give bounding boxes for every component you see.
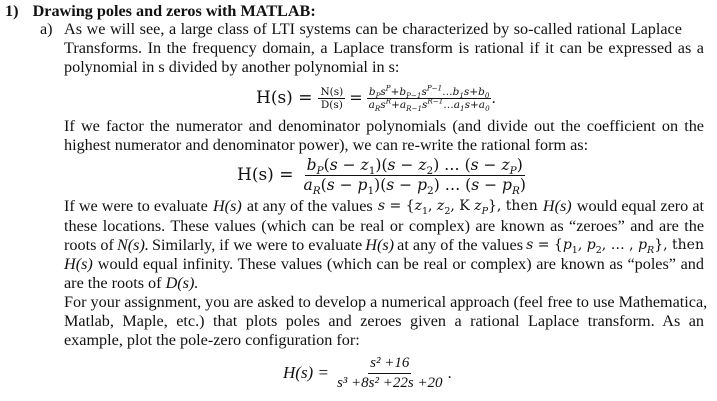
- evaluate-line-1: If we were to evaluate H(s) at any of the values $s = \{z_1$, $z_2$, K $z_P$}, then H(s) would equal zero at: [64, 197, 704, 217]
- equation-factored-form: [237, 154, 528, 196]
- evaluate-line-5: are the roots of D(s).: [64, 274, 199, 292]
- eq3-denominator: s³ +8s² +22s +20: [336, 374, 443, 391]
- intro-line-2: Transforms. In the frequency domain, a Laplace transform is rational if it can be expressed as a: [64, 39, 704, 57]
- equation-rational-form: [256, 80, 496, 116]
- h-of-s: H(s): [365, 236, 395, 254]
- assignment-line-2: Matlab, Maple, etc.) that plots poles and zeroes given a rational Laplace transform. As an: [64, 312, 704, 330]
- assignment-line-1: For your assignment, you are asked to develop a numerical approach (feel free to use Mathematica,: [64, 293, 708, 311]
- eq1-fraction-poly: [367, 83, 492, 113]
- n-of-s: N(s).: [116, 236, 149, 254]
- intro-line-1: As we will see, a large class of LTI systems can be characterized by so-called rational Laplace: [64, 20, 682, 38]
- factor-line-2: highest numerator and denominator power), we can re-write the rational form as:: [64, 136, 589, 154]
- h-of-s: H(s): [542, 197, 572, 215]
- eq3-period: .: [447, 363, 452, 382]
- problem-heading: [5, 2, 316, 21]
- eq1-period: .: [491, 88, 496, 107]
- equation-example: [283, 351, 452, 395]
- eq3-numerator: s² +16: [368, 354, 411, 374]
- evaluate-line-4: H(s) would equal infinity. These values (which can be real or complex) are known as “poles” and: [64, 255, 704, 273]
- h-of-s: H(s): [64, 255, 93, 273]
- eq3-fraction: [335, 354, 445, 393]
- intro-line-3: polynomial in s divided by another polynomial in s:: [64, 58, 400, 76]
- problem-title: Drawing poles and zeros with MATLAB:: [32, 2, 316, 20]
- eq1-equals: =: [349, 87, 363, 107]
- eq2-lhs: H(s) =: [237, 164, 294, 185]
- eq2-fraction: [301, 156, 527, 195]
- d-of-s: D(s).: [165, 274, 199, 292]
- problem-number: 1): [5, 2, 19, 20]
- factor-line-1: If we factor the numerator and denominator polynomials (and divide out the coefficient on the: [64, 117, 704, 135]
- eq1-poly-numerator: $b_Ps^P+b_{P-1}s^{P-1}\dots b_1s+b_0$: [368, 83, 490, 100]
- evaluate-line-3: roots of N(s). Similarly, if we were to evaluate H(s) at any of the values $s = \{p_1$, $p_2$, … , $p_R$}, then: [64, 236, 704, 256]
- eq1-denominator: D(s): [320, 98, 343, 111]
- h-of-s: H(s): [212, 197, 242, 215]
- eq1-poly-denominator: $a_Rs^R+a_{R-1}s^{R-1}\dots a_1s+a_0$: [368, 96, 490, 113]
- pole-set: $s = \{p_1$, $p_2$, … , $p_R$}, then: [526, 237, 704, 256]
- item-label: a): [40, 20, 53, 38]
- assignment-line-3: example, plot the pole-zero configuration for:: [64, 331, 360, 349]
- eq1-numerator: N(s): [320, 85, 344, 98]
- evaluate-line-2: these locations. These values (which can be real or complex) are known as “zeroes” and are the: [64, 217, 704, 235]
- eq2-denominator: $a_R(s - p_1)(s - p_2)$ … $(s - p_R)$: [303, 175, 526, 197]
- eq3-lhs: H(s) =: [283, 362, 329, 382]
- eq2-numerator: $b_P(s - z_1)(s - z_2)$ … $(s - z_P)$: [306, 155, 523, 177]
- zero-set: $s = \{z_1$, $z_2$, K $z_P$}, then: [377, 198, 538, 217]
- eq1-fraction-nd: [318, 86, 345, 111]
- eq1-lhs: H(s) =: [256, 87, 313, 108]
